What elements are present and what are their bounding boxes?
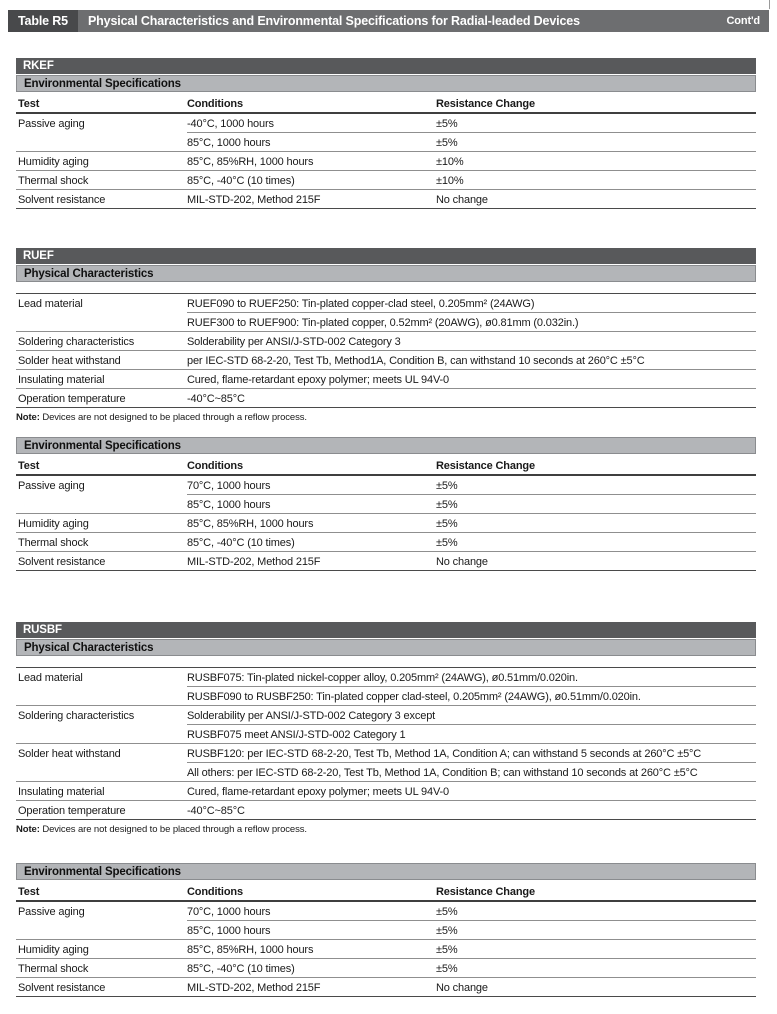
page-corner-mark <box>769 0 770 9</box>
table-row <box>16 514 756 532</box>
spec-label-cell <box>16 734 187 735</box>
table-title: Physical Characteristics and Environmental Specifications for Radial-leaded Devices <box>87 14 580 28</box>
spec-label-cell: Lead material <box>18 297 83 310</box>
note-prefix: Note: <box>16 824 40 835</box>
product-bar: RUSBF <box>16 622 756 638</box>
conditions-cell: 70°C, 1000 hours <box>187 905 271 918</box>
table-id-badge: Table R5 <box>8 10 78 32</box>
spec-value-cell: RUEF090 to RUEF250: Tin-plated copper-clad steel, 0.205mm² (24AWG) <box>187 297 535 310</box>
section-rkef <box>16 58 756 209</box>
test-cell: Passive aging <box>18 117 85 130</box>
spec-value-cell: -40°C~85°C <box>187 804 245 817</box>
conditions-cell: 85°C, 85%RH, 1000 hours <box>187 517 314 530</box>
conditions-cell: 85°C, 1000 hours <box>187 136 271 149</box>
resistance-cell: ±5% <box>436 905 458 918</box>
section-heading-bar: Environmental Specifications <box>16 437 756 454</box>
col-header-conditions: Conditions <box>187 886 243 898</box>
test-cell: Thermal shock <box>18 962 89 975</box>
resistance-cell: ±5% <box>436 479 458 492</box>
table-header-row <box>16 457 756 474</box>
table-row <box>16 370 756 388</box>
physical-table <box>16 293 756 408</box>
test-cell: Solvent resistance <box>18 555 106 568</box>
spec-label-cell: Operation temperature <box>18 392 126 405</box>
conditions-cell: 70°C, 1000 hours <box>187 479 271 492</box>
table-row <box>16 332 756 350</box>
col-header-conditions: Conditions <box>187 98 243 110</box>
conditions-cell: 85°C, -40°C (10 times) <box>187 962 295 975</box>
spec-value-cell: All others: per IEC-STD 68-2-20, Test Tb, Method 1A, Condition B; can withstand 10 seconds at 260°C ±5°C <box>187 766 698 779</box>
conditions-cell: 85°C, 85%RH, 1000 hours <box>187 155 314 168</box>
conditions-cell: 85°C, -40°C (10 times) <box>187 174 295 187</box>
table-row <box>16 533 756 551</box>
spec-label-cell <box>16 322 187 323</box>
test-cell <box>16 504 187 505</box>
test-cell: Passive aging <box>18 905 85 918</box>
spec-value-cell: Cured, flame-retardant epoxy polymer; meets UL 94V-0 <box>187 373 450 386</box>
physical-table <box>16 667 756 820</box>
col-header-conditions: Conditions <box>187 460 243 472</box>
table-row <box>16 171 756 189</box>
resistance-cell: No change <box>436 193 488 206</box>
test-cell: Passive aging <box>18 479 85 492</box>
divider <box>16 819 756 820</box>
col-header-resistance: Resistance Change <box>436 98 535 110</box>
table-row <box>16 133 756 151</box>
divider <box>16 996 756 997</box>
table-row <box>16 294 756 312</box>
test-cell <box>16 930 187 931</box>
section-ruef-environmental <box>16 437 756 571</box>
table-row <box>16 940 756 958</box>
section-heading-bar: Environmental Specifications <box>16 75 756 92</box>
resistance-cell: ±5% <box>436 943 458 956</box>
resistance-cell: ±5% <box>436 962 458 975</box>
resistance-cell: No change <box>436 981 488 994</box>
test-cell: Humidity aging <box>18 155 89 168</box>
table-row <box>16 313 756 331</box>
spec-value-cell: -40°C~85°C <box>187 392 245 405</box>
spec-label-cell: Solder heat withstand <box>18 354 121 367</box>
table-row <box>16 476 756 494</box>
product-bar: RUEF <box>16 248 756 264</box>
resistance-cell: ±5% <box>436 498 458 511</box>
resistance-cell: ±5% <box>436 136 458 149</box>
table-row <box>16 389 756 407</box>
environmental-table <box>16 883 756 997</box>
resistance-cell: ±5% <box>436 536 458 549</box>
resistance-cell: ±5% <box>436 924 458 937</box>
col-header-test: Test <box>18 886 40 898</box>
conditions-cell: MIL-STD-202, Method 215F <box>187 193 321 206</box>
spec-value-cell: RUEF300 to RUEF900: Tin-plated copper, 0.52mm² (20AWG), ø0.81mm (0.032in.) <box>187 316 579 329</box>
table-row <box>16 921 756 939</box>
table-row <box>16 782 756 800</box>
conditions-cell: 85°C, 1000 hours <box>187 924 271 937</box>
section-heading-bar: Physical Characteristics <box>16 265 756 282</box>
product-bar: RKEF <box>16 58 756 74</box>
section-rusbf-environmental <box>16 863 756 997</box>
resistance-cell: ±5% <box>436 117 458 130</box>
table-row <box>16 190 756 208</box>
contd-label: Cont'd <box>726 15 760 27</box>
conditions-cell: MIL-STD-202, Method 215F <box>187 981 321 994</box>
resistance-cell: No change <box>436 555 488 568</box>
note-prefix: Note: <box>16 412 40 423</box>
spec-label-cell: Soldering characteristics <box>18 709 135 722</box>
conditions-cell: -40°C, 1000 hours <box>187 117 274 130</box>
table-row <box>16 978 756 996</box>
table-row <box>16 351 756 369</box>
environmental-table <box>16 457 756 571</box>
table-header-row <box>16 883 756 900</box>
section-ruef <box>16 248 756 423</box>
table-row <box>16 959 756 977</box>
table-header-bar <box>8 10 769 32</box>
section-heading-bar: Physical Characteristics <box>16 639 756 656</box>
conditions-cell: 85°C, -40°C (10 times) <box>187 536 295 549</box>
spec-label-cell <box>16 696 187 697</box>
test-cell: Humidity aging <box>18 943 89 956</box>
test-cell: Solvent resistance <box>18 981 106 994</box>
resistance-cell: ±10% <box>436 174 464 187</box>
col-header-resistance: Resistance Change <box>436 460 535 472</box>
conditions-cell: 85°C, 1000 hours <box>187 498 271 511</box>
section-rusbf <box>16 622 756 835</box>
table-row <box>16 668 756 686</box>
spec-label-cell <box>16 772 187 773</box>
table-row <box>16 552 756 570</box>
col-header-test: Test <box>18 460 40 472</box>
spec-value-cell: RUSBF120: per IEC-STD 68-2-20, Test Tb, Method 1A, Condition A; can withstand 5 seconds at 260°C ±5°C <box>187 747 702 760</box>
spec-label-cell: Insulating material <box>18 785 105 798</box>
test-cell: Thermal shock <box>18 536 89 549</box>
spec-label-cell: Insulating material <box>18 373 105 386</box>
divider <box>16 407 756 408</box>
spec-value-cell: RUSBF090 to RUSBF250: Tin-plated copper clad-steel, 0.205mm² (24AWG), ø0.51mm/0.020in. <box>187 690 641 703</box>
spec-label-cell: Solder heat withstand <box>18 747 121 760</box>
spec-value-cell: Solderability per ANSI/J-STD-002 Category 3 <box>187 335 401 348</box>
col-header-resistance: Resistance Change <box>436 886 535 898</box>
divider <box>16 570 756 571</box>
spec-value-cell: RUSBF075: Tin-plated nickel-copper alloy, 0.205mm² (24AWG), ø0.51mm/0.020in. <box>187 671 578 684</box>
conditions-cell: 85°C, 85%RH, 1000 hours <box>187 943 314 956</box>
table-row <box>16 763 756 781</box>
conditions-cell: MIL-STD-202, Method 215F <box>187 555 321 568</box>
test-cell <box>16 142 187 143</box>
spec-value-cell: per IEC-STD 68-2-20, Test Tb, Method1A, Condition B, can withstand 10 seconds at 260°C ±5°C <box>187 354 645 367</box>
note-text: Note: Devices are not designed to be placed through a reflow process. <box>16 824 307 835</box>
test-cell: Thermal shock <box>18 174 89 187</box>
spec-label-cell: Operation temperature <box>18 804 126 817</box>
table-row <box>16 725 756 743</box>
table-header-row <box>16 95 756 112</box>
resistance-cell: ±5% <box>436 517 458 530</box>
divider <box>16 208 756 209</box>
spec-label-cell: Soldering characteristics <box>18 335 135 348</box>
table-row <box>16 801 756 819</box>
col-header-test: Test <box>18 98 40 110</box>
table-row <box>16 744 756 762</box>
test-cell: Solvent resistance <box>18 193 106 206</box>
resistance-cell: ±10% <box>436 155 464 168</box>
spec-value-cell: RUSBF075 meet ANSI/J-STD-002 Category 1 <box>187 728 406 741</box>
spec-value-cell: Cured, flame-retardant epoxy polymer; meets UL 94V-0 <box>187 785 450 798</box>
table-row <box>16 687 756 705</box>
spec-label-cell: Lead material <box>18 671 83 684</box>
environmental-table <box>16 95 756 209</box>
table-row <box>16 902 756 920</box>
table-row <box>16 152 756 170</box>
spec-value-cell: Solderability per ANSI/J-STD-002 Category 3 except <box>187 709 436 722</box>
table-row <box>16 114 756 132</box>
section-heading-bar: Environmental Specifications <box>16 863 756 880</box>
note-text: Note: Devices are not designed to be placed through a reflow process. <box>16 412 307 423</box>
test-cell: Humidity aging <box>18 517 89 530</box>
table-row <box>16 495 756 513</box>
table-row <box>16 706 756 724</box>
